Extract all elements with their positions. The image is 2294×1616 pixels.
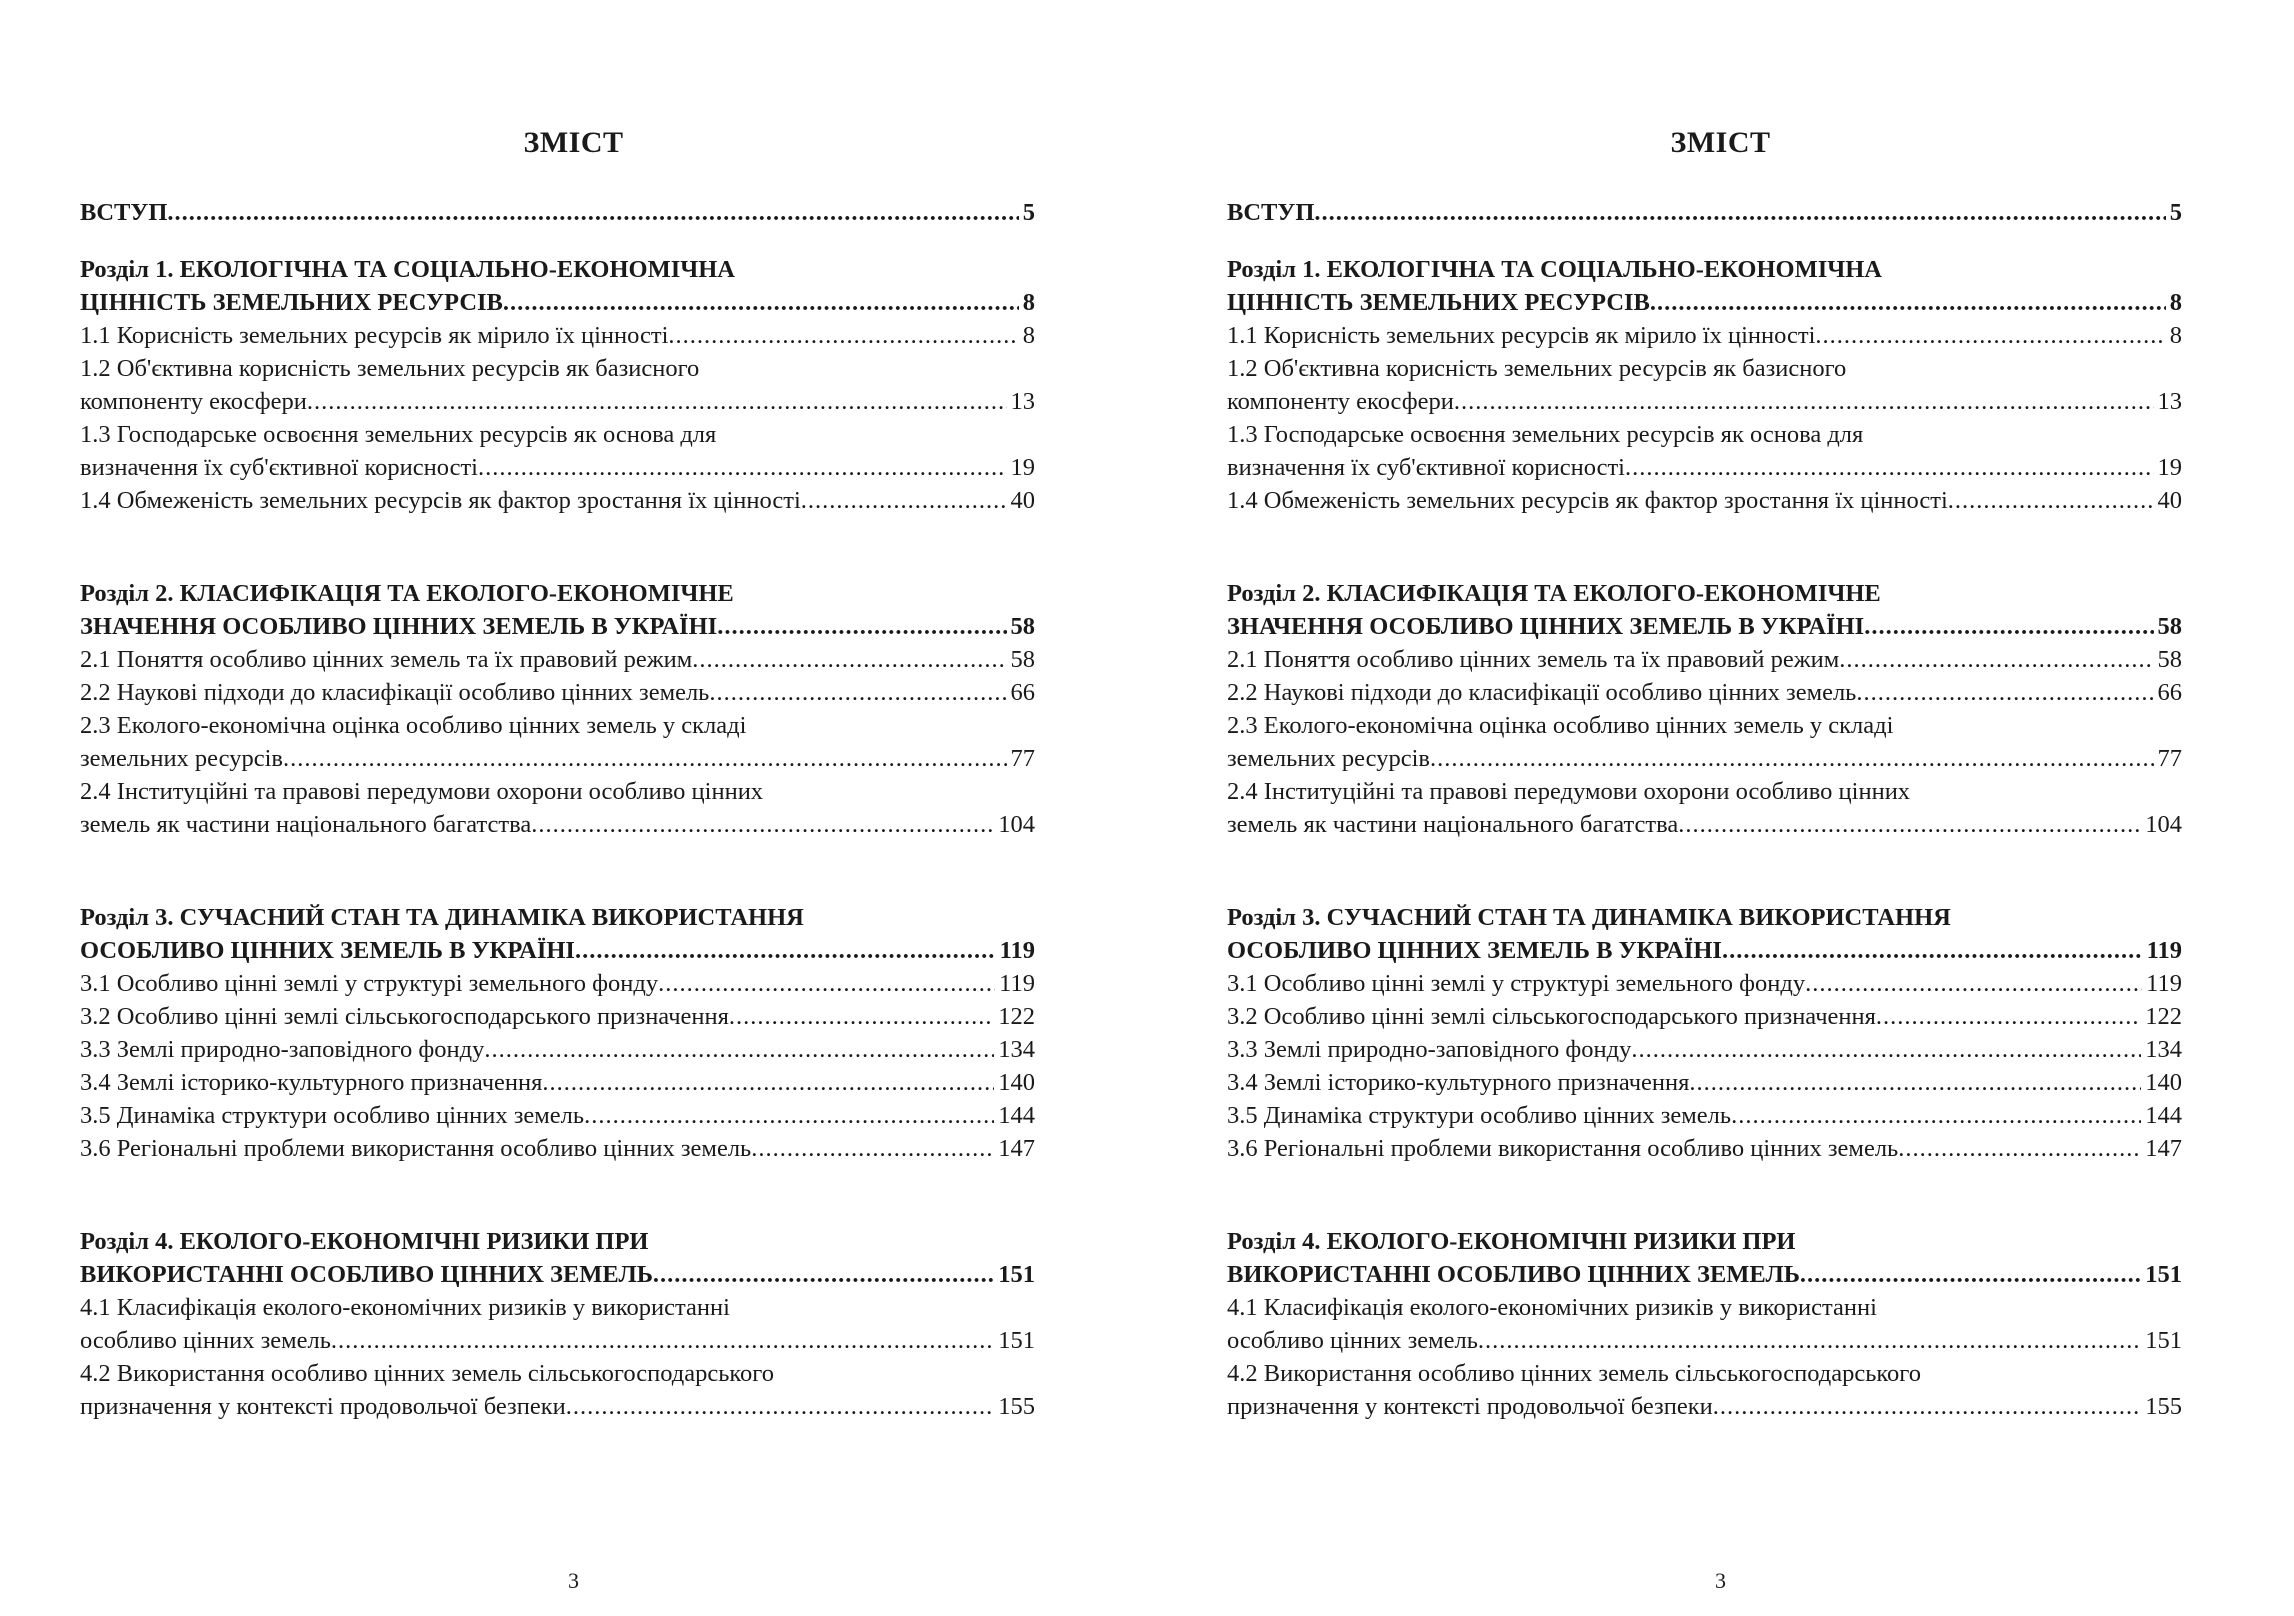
section-heading-text: ВИКОРИСТАННІ ОСОБЛИВО ЦІННИХ ЗЕМЕЛЬ xyxy=(1227,1261,1800,1288)
toc-entry xyxy=(1227,1390,2182,1423)
toc-entry-text: 3.1 Особливо цінні землі у структурі земельного фонду xyxy=(80,970,659,997)
dot-leader xyxy=(478,451,1007,484)
toc-entry xyxy=(80,775,1035,841)
toc-entry-text: 4.1 Класифікація еколого-економічних ризиків у використанні xyxy=(80,1294,730,1321)
toc-entry-text: 3.2 Особливо цінні землі сільськогосподарського призначення xyxy=(1227,1003,1876,1030)
toc-entry-page: 122 xyxy=(998,1003,1035,1030)
toc-entry-page: 40 xyxy=(1010,487,1035,514)
toc-entry-text: 3.1 Особливо цінні землі у структурі земельного фонду xyxy=(1227,970,1806,997)
section-heading xyxy=(80,934,1035,967)
toc-entry xyxy=(1227,451,2182,484)
toc-entry-line xyxy=(80,418,1035,451)
dot-leader xyxy=(1631,1033,2141,1066)
toc-entry-line xyxy=(1227,1291,2182,1324)
section-heading-text: ОСОБЛИВО ЦІННИХ ЗЕМЕЛЬ В УКРАЇНІ xyxy=(80,937,575,964)
toc-entry-line xyxy=(80,1357,1035,1390)
toc-entry xyxy=(80,484,1035,517)
section-heading-text: ЗНАЧЕННЯ ОСОБЛИВО ЦІННИХ ЗЕМЕЛЬ В УКРАЇНІ xyxy=(80,613,718,640)
toc-entry xyxy=(80,676,1035,709)
toc-entry-text: 3.6 Регіональні проблеми використання особливо цінних земель xyxy=(80,1135,752,1162)
dot-leader xyxy=(503,286,1019,319)
section-heading xyxy=(80,610,1035,643)
toc-entry-line xyxy=(1227,418,2182,451)
toc-entry-text: земельних ресурсів xyxy=(80,745,283,772)
toc-entry-text: призначення у контексті продовольчої безпеки xyxy=(1227,1393,1713,1420)
toc-entry-text: 2.1 Поняття особливо цінних земель та їх правовий режим xyxy=(80,646,693,673)
toc-section xyxy=(80,253,1035,517)
toc-entry-text: 1.4 Обмеженість земельних ресурсів як фактор зростання їх цінності xyxy=(1227,487,1948,514)
toc-entry-page: 19 xyxy=(2157,454,2182,481)
section-heading-line xyxy=(1227,1225,2182,1258)
toc-entry xyxy=(1227,967,2182,1000)
toc-entry-page: 119 xyxy=(999,970,1035,997)
dot-leader xyxy=(575,934,996,967)
section-heading-text: Розділ 2. КЛАСИФІКАЦІЯ ТА ЕКОЛОГО-ЕКОНОМІЧНЕ xyxy=(80,580,734,607)
section-heading-text: Розділ 1. ЕКОЛОГІЧНА ТА СОЦІАЛЬНО-ЕКОНОМІЧНА xyxy=(1227,256,1882,283)
toc-entry-text: визначення їх суб'єктивної корисності xyxy=(1227,454,1625,481)
toc-entry-page: 77 xyxy=(1010,745,1035,772)
dot-leader xyxy=(1856,676,2153,709)
toc-entry xyxy=(80,967,1035,1000)
toc-entry-text: 2.2 Наукові підходи до класифікації особливо цінних земель xyxy=(1227,679,1857,706)
toc-entry-page: 155 xyxy=(998,1393,1035,1420)
section-heading xyxy=(80,1258,1035,1291)
dot-leader xyxy=(331,1324,994,1357)
section-heading xyxy=(1227,286,2182,319)
toc-entry-page: 77 xyxy=(2157,745,2182,772)
toc-entry-text: 3.2 Особливо цінні землі сільськогосподарського призначення xyxy=(80,1003,729,1030)
toc-entry-page: 151 xyxy=(998,1327,1035,1354)
section-heading xyxy=(80,286,1035,319)
toc-entry-line xyxy=(1227,775,2182,808)
toc-entry xyxy=(80,1291,1035,1357)
toc-entry-text: 2.3 Еколого-економічна оцінка особливо цінних земель у складі xyxy=(1227,712,1894,739)
toc-entry xyxy=(80,451,1035,484)
toc-intro xyxy=(80,196,1035,229)
toc-entry xyxy=(1227,1357,2182,1423)
toc-entry xyxy=(80,352,1035,418)
section-heading-page: 119 xyxy=(999,937,1035,964)
section-heading-page: 151 xyxy=(2145,1261,2182,1288)
section-heading-text: ЦІННІСТЬ ЗЕМЕЛЬНИХ РЕСУРСІВ xyxy=(80,289,503,316)
toc-entry-text: 1.3 Господарське освоєння земельних ресурсів як основа для xyxy=(80,421,717,448)
toc-entry-page: 40 xyxy=(2157,487,2182,514)
toc-section xyxy=(1227,1225,2182,1423)
toc-entry-text: 4.1 Класифікація еколого-економічних ризиків у використанні xyxy=(1227,1294,1877,1321)
toc-section xyxy=(80,901,1035,1165)
toc-entry-page: 58 xyxy=(2157,646,2182,673)
toc-entry-text: 2.2 Наукові підходи до класифікації особливо цінних земель xyxy=(80,679,710,706)
section-heading-text: ЗНАЧЕННЯ ОСОБЛИВО ЦІННИХ ЗЕМЕЛЬ В УКРАЇНІ xyxy=(1227,613,1865,640)
dot-leader xyxy=(1876,1000,2141,1033)
toc-entry-text: земель як частини національного багатства xyxy=(1227,811,1679,838)
dot-leader xyxy=(1650,286,2166,319)
dot-leader xyxy=(801,484,1007,517)
dot-leader xyxy=(1713,1390,2142,1423)
dot-leader xyxy=(584,1099,994,1132)
toc-entry xyxy=(80,319,1035,352)
section-heading-line xyxy=(1227,577,2182,610)
section-heading xyxy=(1227,934,2182,967)
toc-entry-page: 147 xyxy=(998,1135,1035,1162)
section-heading-text: ЦІННІСТЬ ЗЕМЕЛЬНИХ РЕСУРСІВ xyxy=(1227,289,1650,316)
toc-entry-line xyxy=(80,352,1035,385)
toc-entry-text: 3.3 Землі природно-заповідного фонду xyxy=(80,1036,485,1063)
toc-entry-page: 119 xyxy=(2146,970,2182,997)
toc-intro-line-page: 5 xyxy=(2169,199,2182,226)
toc-entry-text: земельних ресурсів xyxy=(1227,745,1430,772)
dot-leader xyxy=(717,610,1006,643)
toc-entry-page: 144 xyxy=(2145,1102,2182,1129)
dot-leader xyxy=(484,1033,994,1066)
dot-leader xyxy=(531,808,994,841)
section-heading-text: Розділ 3. СУЧАСНИЙ СТАН ТА ДИНАМІКА ВИКОРИСТАННЯ xyxy=(1227,904,1951,931)
dot-leader xyxy=(1898,1132,2141,1165)
toc-entry-text: 4.2 Використання особливо цінних земель сільськогосподарського xyxy=(80,1360,774,1387)
section-heading-text: ВИКОРИСТАННІ ОСОБЛИВО ЦІННИХ ЗЕМЕЛЬ xyxy=(80,1261,653,1288)
page-right xyxy=(1147,0,2294,1616)
toc-entry xyxy=(1227,1324,2182,1357)
toc-entry-line xyxy=(80,1291,1035,1324)
toc-entry xyxy=(1227,643,2182,676)
toc-entry xyxy=(80,742,1035,775)
toc-entry-page: 151 xyxy=(2145,1327,2182,1354)
toc-entry xyxy=(1227,1000,2182,1033)
section-heading-page: 8 xyxy=(2169,289,2182,316)
section-heading-page: 151 xyxy=(998,1261,1035,1288)
dot-leader xyxy=(1805,967,2142,1000)
dot-leader xyxy=(1478,1324,2141,1357)
toc-entry-line xyxy=(1227,352,2182,385)
dot-leader xyxy=(167,196,1018,229)
toc-entry-page: 66 xyxy=(2157,679,2182,706)
toc-entry xyxy=(80,676,1035,709)
toc-section xyxy=(1227,577,2182,841)
toc-entry-text: 1.4 Обмеженість земельних ресурсів як фактор зростання їх цінності xyxy=(80,487,801,514)
toc-entry-text: 2.4 Інституційні та правові передумови охорони особливо цінних xyxy=(80,778,764,805)
toc-entry xyxy=(1227,1099,2182,1132)
toc-entry-text: особливо цінних земель xyxy=(80,1327,331,1354)
toc-entry xyxy=(80,709,1035,775)
dot-leader xyxy=(1722,934,2143,967)
toc-entry-page: 140 xyxy=(2145,1069,2182,1096)
page-number: 3 xyxy=(568,1568,579,1593)
dot-leader xyxy=(1864,610,2153,643)
toc-entry-page: 13 xyxy=(1010,388,1035,415)
toc-entry xyxy=(80,484,1035,517)
dot-leader xyxy=(1731,1099,2141,1132)
section-heading xyxy=(1227,610,2182,643)
toc-entry xyxy=(80,1132,1035,1165)
toc-entry xyxy=(80,385,1035,418)
toc-section xyxy=(1227,901,2182,1165)
toc-entry-line xyxy=(1227,1357,2182,1390)
toc-entry xyxy=(1227,742,2182,775)
toc-entry-text: компоненту екосфери xyxy=(80,388,307,415)
toc-entry-page: 19 xyxy=(1010,454,1035,481)
toc-entry-text: 3.5 Динаміка структури особливо цінних земель xyxy=(1227,1102,1732,1129)
dot-leader xyxy=(668,319,1018,352)
toc-entry xyxy=(80,1033,1035,1066)
toc-entry-page: 140 xyxy=(998,1069,1035,1096)
toc-entry xyxy=(1227,676,2182,709)
toc-entry xyxy=(1227,1066,2182,1099)
toc-entry-page: 134 xyxy=(998,1036,1035,1063)
toc-entry-text: 3.4 Землі історико-культурного призначення xyxy=(1227,1069,1690,1096)
toc-entry xyxy=(1227,1099,2182,1132)
toc-entry xyxy=(1227,1033,2182,1066)
section-heading-page: 58 xyxy=(1010,613,1035,640)
toc-entry xyxy=(80,967,1035,1000)
dot-leader xyxy=(1689,1066,2141,1099)
section-heading-text: Розділ 4. ЕКОЛОГО-ЕКОНОМІЧНІ РИЗИКИ ПРИ xyxy=(80,1228,649,1255)
dot-leader xyxy=(1314,196,2165,229)
section-heading-line xyxy=(1227,253,2182,286)
toc-entry xyxy=(1227,676,2182,709)
toc-entry xyxy=(1227,1066,2182,1099)
toc-entry xyxy=(1227,352,2182,418)
toc-entry xyxy=(1227,484,2182,517)
toc-entry-page: 134 xyxy=(2145,1036,2182,1063)
toc-entry-page: 66 xyxy=(1010,679,1035,706)
toc-entry-text: 1.2 Об'єктивна корисність земельних ресурсів як базисного xyxy=(1227,355,1847,382)
toc-entry xyxy=(1227,319,2182,352)
toc-entry xyxy=(1227,1132,2182,1165)
dot-leader xyxy=(658,967,995,1000)
toc-section xyxy=(80,1225,1035,1423)
toc-entry xyxy=(1227,643,2182,676)
dot-leader xyxy=(307,385,1007,418)
toc-entry xyxy=(80,643,1035,676)
toc-entry-line xyxy=(80,709,1035,742)
toc-entry xyxy=(1227,808,2182,841)
toc-entry-page: 155 xyxy=(2145,1393,2182,1420)
dot-leader xyxy=(709,676,1006,709)
toc-entry xyxy=(80,1033,1035,1066)
toc-entry-text: 1.1 Корисність земельних ресурсів як мірило їх цінності xyxy=(1227,322,1816,349)
toc-entry xyxy=(80,1099,1035,1132)
toc-entry-text: визначення їх суб'єктивної корисності xyxy=(80,454,478,481)
toc-entry-text: 3.4 Землі історико-культурного призначення xyxy=(80,1069,543,1096)
toc-entry xyxy=(80,1390,1035,1423)
toc-entry xyxy=(1227,319,2182,352)
dot-leader xyxy=(751,1132,994,1165)
section-heading-page: 58 xyxy=(2157,613,2182,640)
toc-entry-page: 147 xyxy=(2145,1135,2182,1162)
toc-entry xyxy=(80,418,1035,484)
section-heading-text: Розділ 1. ЕКОЛОГІЧНА ТА СОЦІАЛЬНО-ЕКОНОМІЧНА xyxy=(80,256,735,283)
toc-intro-line-text: ВСТУП xyxy=(80,199,168,226)
page-title: ЗМІСТ xyxy=(1670,126,1771,159)
dot-leader xyxy=(1800,1258,2141,1291)
toc-entry xyxy=(80,1066,1035,1099)
toc-entry-line xyxy=(80,775,1035,808)
dot-leader xyxy=(1815,319,2165,352)
dot-leader xyxy=(653,1258,994,1291)
toc-entry-text: 1.3 Господарське освоєння земельних ресурсів як основа для xyxy=(1227,421,1864,448)
section-heading-line xyxy=(80,1225,1035,1258)
toc-entry xyxy=(80,1000,1035,1033)
toc-entry xyxy=(1227,1033,2182,1066)
section-heading-page: 119 xyxy=(2146,937,2182,964)
page-number: 3 xyxy=(1715,1568,1726,1593)
toc-entry xyxy=(80,1000,1035,1033)
toc-entry xyxy=(80,1324,1035,1357)
toc-entry-text: 3.3 Землі природно-заповідного фонду xyxy=(1227,1036,1632,1063)
toc-intro-line xyxy=(80,196,1035,229)
toc-entry-text: 3.5 Динаміка структури особливо цінних земель xyxy=(80,1102,585,1129)
toc-entry-text: 2.3 Еколого-економічна оцінка особливо цінних земель у складі xyxy=(80,712,747,739)
toc-entry xyxy=(1227,385,2182,418)
toc-entry xyxy=(1227,418,2182,484)
toc-entry xyxy=(80,808,1035,841)
dot-leader xyxy=(1625,451,2154,484)
section-heading-text: Розділ 4. ЕКОЛОГО-ЕКОНОМІЧНІ РИЗИКИ ПРИ xyxy=(1227,1228,1796,1255)
dot-leader xyxy=(566,1390,995,1423)
toc-intro-line-page: 5 xyxy=(1022,199,1035,226)
toc-entry xyxy=(1227,484,2182,517)
toc-entry xyxy=(80,1099,1035,1132)
toc-entry-text: компоненту екосфери xyxy=(1227,388,1454,415)
toc-entry xyxy=(80,319,1035,352)
dot-leader xyxy=(1948,484,2154,517)
toc-entry xyxy=(80,643,1035,676)
dot-leader xyxy=(729,1000,994,1033)
toc-entry-text: земель як частини національного багатства xyxy=(80,811,532,838)
section-heading-text: ОСОБЛИВО ЦІННИХ ЗЕМЕЛЬ В УКРАЇНІ xyxy=(1227,937,1722,964)
section-heading-line xyxy=(80,901,1035,934)
toc-section xyxy=(1227,253,2182,517)
toc-entry-text: 4.2 Використання особливо цінних земель сільськогосподарського xyxy=(1227,1360,1921,1387)
toc-entry-text: 2.4 Інституційні та правові передумови охорони особливо цінних xyxy=(1227,778,1911,805)
toc-entry-page: 122 xyxy=(2145,1003,2182,1030)
section-heading-line xyxy=(80,577,1035,610)
toc-entry xyxy=(1227,775,2182,841)
toc-entry-page: 13 xyxy=(2157,388,2182,415)
section-heading-text: Розділ 3. СУЧАСНИЙ СТАН ТА ДИНАМІКА ВИКОРИСТАННЯ xyxy=(80,904,804,931)
toc-intro-line-text: ВСТУП xyxy=(1227,199,1315,226)
toc-entry-page: 8 xyxy=(2169,322,2182,349)
toc-entry-page: 104 xyxy=(2145,811,2182,838)
table-of-contents xyxy=(80,196,1035,1483)
toc-entry-text: 2.1 Поняття особливо цінних земель та їх правовий режим xyxy=(1227,646,1840,673)
dot-leader xyxy=(1678,808,2141,841)
toc-entry-page: 144 xyxy=(998,1102,1035,1129)
toc-entry xyxy=(1227,1291,2182,1357)
toc-entry xyxy=(1227,967,2182,1000)
toc-entry-text: 1.2 Об'єктивна корисність земельних ресурсів як базисного xyxy=(80,355,700,382)
toc-entry-text: 3.6 Регіональні проблеми використання особливо цінних земель xyxy=(1227,1135,1899,1162)
toc-entry-page: 104 xyxy=(998,811,1035,838)
toc-section xyxy=(80,577,1035,841)
toc-entry-page: 8 xyxy=(1022,322,1035,349)
section-heading-line xyxy=(80,253,1035,286)
toc-intro-line xyxy=(1227,196,2182,229)
toc-entry-page: 58 xyxy=(1010,646,1035,673)
dot-leader xyxy=(692,643,1006,676)
section-heading-line xyxy=(1227,901,2182,934)
dot-leader xyxy=(283,742,1007,775)
section-heading-page: 8 xyxy=(1022,289,1035,316)
dot-leader xyxy=(1430,742,2154,775)
toc-entry xyxy=(1227,1000,2182,1033)
toc-entry-text: особливо цінних земель xyxy=(1227,1327,1478,1354)
section-heading xyxy=(1227,1258,2182,1291)
toc-entry xyxy=(80,1357,1035,1423)
toc-entry-text: 1.1 Корисність земельних ресурсів як мірило їх цінності xyxy=(80,322,669,349)
dot-leader xyxy=(1454,385,2154,418)
toc-entry-text: призначення у контексті продовольчої безпеки xyxy=(80,1393,566,1420)
section-heading-text: Розділ 2. КЛАСИФІКАЦІЯ ТА ЕКОЛОГО-ЕКОНОМІЧНЕ xyxy=(1227,580,1881,607)
toc-entry xyxy=(1227,709,2182,775)
toc-entry-line xyxy=(1227,709,2182,742)
table-of-contents xyxy=(1227,196,2182,1483)
toc-entry xyxy=(80,1132,1035,1165)
dot-leader xyxy=(1839,643,2153,676)
toc-entry xyxy=(80,1066,1035,1099)
page-title: ЗМІСТ xyxy=(523,126,624,159)
toc-intro xyxy=(1227,196,2182,229)
dot-leader xyxy=(542,1066,994,1099)
toc-entry xyxy=(1227,1132,2182,1165)
